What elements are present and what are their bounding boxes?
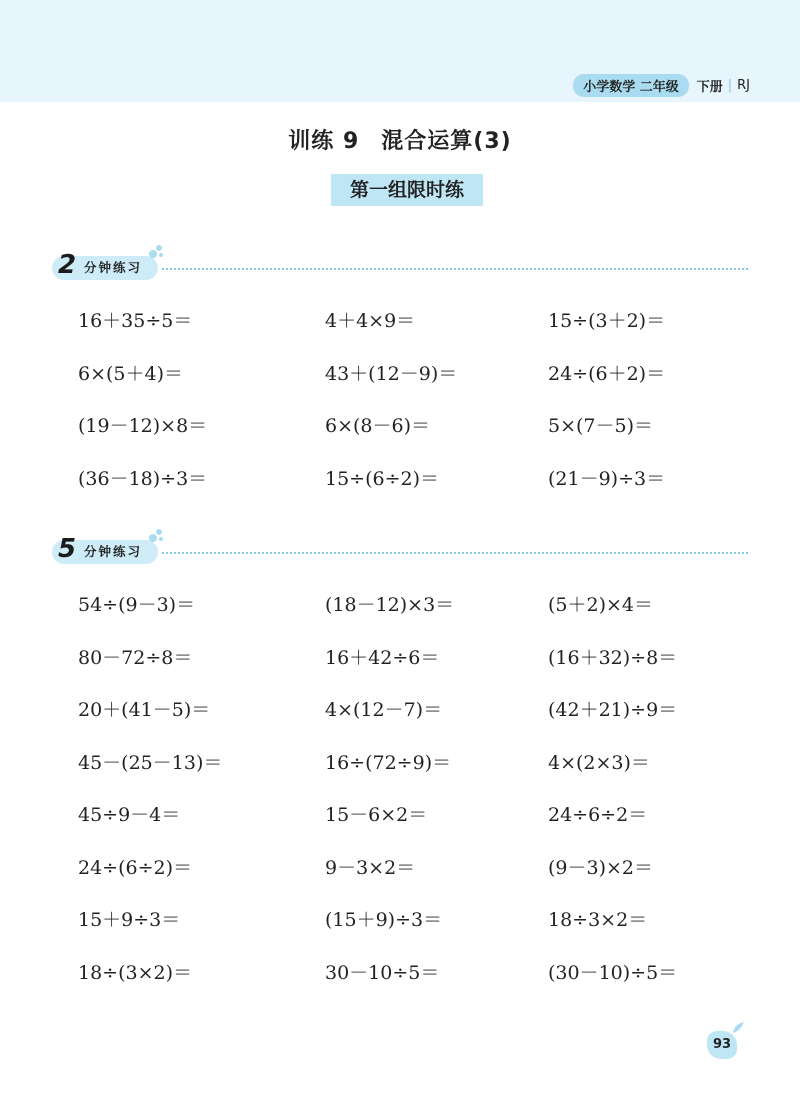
math-problem: 24÷(6÷2)＝ <box>78 856 193 879</box>
section-label: 分钟练习 <box>84 260 143 275</box>
volume-label: 下册 <box>696 79 723 95</box>
math-problem: (36－18)÷3＝ <box>78 467 208 490</box>
math-problem: 4×(12－7)＝ <box>325 699 443 721</box>
math-problem: 6×(8－6)＝ <box>325 415 431 437</box>
math-problem: 5×(7－5)＝ <box>548 415 654 437</box>
math-problem: 24÷6÷2＝ <box>548 804 648 826</box>
math-problem: 54÷(9－3)＝ <box>78 594 196 616</box>
section-header-2min <box>52 248 752 288</box>
math-problem: 18÷3×2＝ <box>548 909 648 931</box>
book-tag <box>573 74 750 96</box>
math-problem: 4×(2×3)＝ <box>548 751 650 774</box>
edition-label: RJ <box>737 77 750 93</box>
math-problem: 4＋4×9＝ <box>325 310 416 332</box>
minutes-number: 5 <box>58 534 77 564</box>
page-title <box>0 124 800 155</box>
unit-label: 训练 9 <box>288 129 360 154</box>
math-problem: (30－10)÷5＝ <box>548 961 678 984</box>
math-problem: 30－10÷5＝ <box>325 961 440 984</box>
math-problem: (19－12)×8＝ <box>78 415 208 437</box>
math-problem: 15－6×2＝ <box>325 804 428 826</box>
math-problem: 9－3×2＝ <box>325 856 416 879</box>
math-problem: (5＋2)×4＝ <box>548 594 654 616</box>
problem-grid-5min <box>78 592 758 1012</box>
dotted-divider <box>162 268 748 270</box>
bubbles-icon <box>144 526 166 548</box>
math-problem: 24÷(6＋2)＝ <box>548 362 666 385</box>
section-label: 分钟练习 <box>84 544 143 559</box>
subtitle: 第一组限时练 <box>331 174 483 206</box>
math-problem: 43＋(12－9)＝ <box>325 362 458 385</box>
math-problem: (21－9)÷3＝ <box>548 467 666 490</box>
separator: | <box>727 77 733 93</box>
math-problem: 16＋42÷6＝ <box>325 646 440 669</box>
page-number: 93 <box>707 1031 737 1059</box>
math-problem: 6×(5＋4)＝ <box>78 362 184 385</box>
math-problem: 80－72÷8＝ <box>78 646 193 669</box>
topic-label: 混合运算(3) <box>381 129 512 154</box>
problem-grid-2min <box>78 308 758 518</box>
math-problem: (9－3)×2＝ <box>548 856 654 879</box>
minutes-number: 2 <box>58 250 77 280</box>
math-problem: (18－12)×3＝ <box>325 594 455 616</box>
math-problem: (15＋9)÷3＝ <box>325 909 443 931</box>
bubbles-icon <box>144 242 166 264</box>
dotted-divider <box>162 552 748 554</box>
math-problem: 16÷(72÷9)＝ <box>325 751 452 774</box>
math-problem: (42＋21)÷9＝ <box>548 699 678 721</box>
math-problem: 20＋(41－5)＝ <box>78 699 211 721</box>
book-label: 小学数学 二年级 <box>573 74 689 97</box>
math-problem: (16＋32)÷8＝ <box>548 646 678 669</box>
math-problem: 18÷(3×2)＝ <box>78 961 193 984</box>
math-problem: 15÷(6÷2)＝ <box>325 467 440 490</box>
math-problem: 15÷(3＋2)＝ <box>548 310 666 332</box>
math-problem: 45－(25－13)＝ <box>78 751 223 774</box>
leaf-icon <box>730 1020 746 1036</box>
section-header-5min <box>52 532 752 572</box>
math-problem: 16＋35÷5＝ <box>78 310 193 332</box>
math-problem: 15＋9÷3＝ <box>78 909 181 931</box>
math-problem: 45÷9－4＝ <box>78 804 181 826</box>
